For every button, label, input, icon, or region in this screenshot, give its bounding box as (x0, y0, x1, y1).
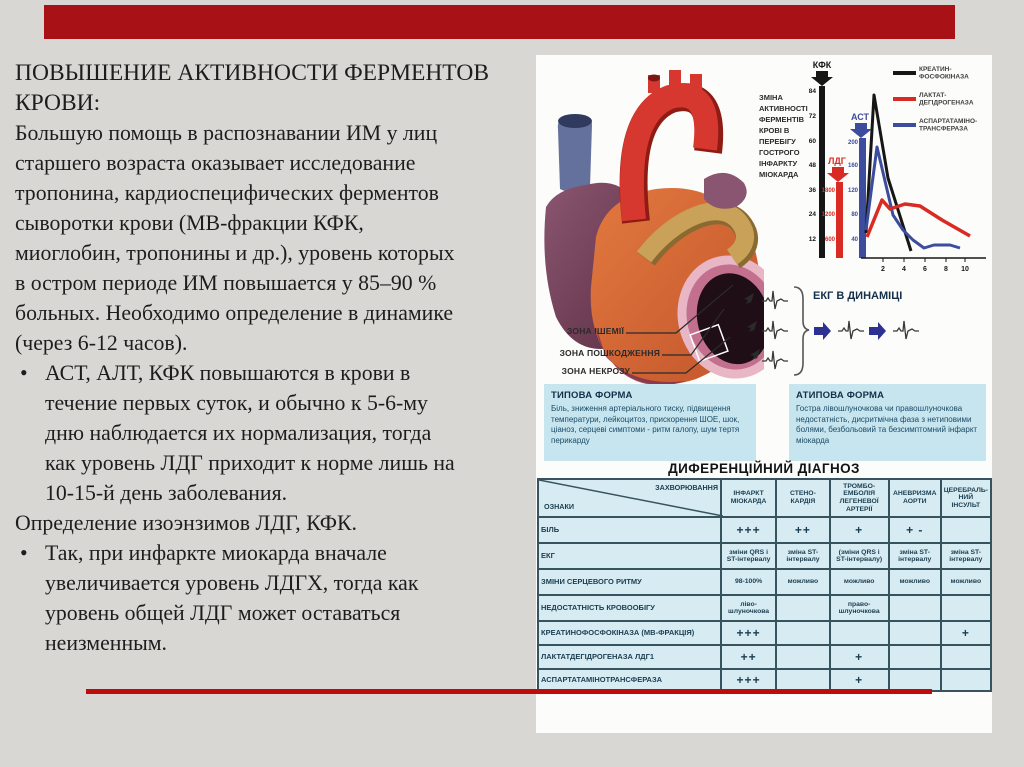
paragraph-line: старшего возраста оказывает исследование (15, 151, 416, 175)
ecg-trace (762, 291, 788, 309)
table-row (538, 569, 991, 595)
bullet-item (15, 358, 545, 508)
zone-injury-label: ЗОНА ПОШКОДЖЕННЯ (559, 348, 660, 358)
left-text-column (15, 58, 545, 658)
cell: ліво-шлуночкова (721, 595, 777, 621)
ast-tick: 160 (847, 163, 858, 169)
paragraph-line: Большую помощь в распознавании ИМ у лиц (15, 121, 438, 145)
ldh-curve (867, 200, 970, 237)
cell: можливо (889, 569, 941, 595)
ldh-axis-label: ЛДГ (828, 156, 846, 166)
ast-axis-label: АСТ (850, 112, 870, 122)
cell (776, 621, 829, 645)
atypical-form-body: Гостра лівошлуночкова чи правошлуночкова недостатність, дисритмічна фаза з нетиповими болями, безбольовий та безсимптомний інфаркт міокарда (796, 404, 978, 445)
table-row (538, 543, 991, 569)
legend-label: ТРАНСФЕРАЗА (919, 125, 968, 133)
row-label: АСПАРТАТАМІНОТРАНСФЕРАЗА (538, 669, 721, 691)
ldh-tick: 1200 (821, 212, 835, 218)
typical-form-body: Біль, зниження артеріального тиску, підвищення температури, лейкоцитоз, прискорення ШОЕ, шок, ціаноз, серцеві симптоми - ритм галопу, шум тертя перикарду (551, 404, 740, 445)
chart-legend (893, 66, 977, 133)
kfk-axis-label: КФК (812, 60, 832, 70)
cell: право-шлуночкова (830, 595, 889, 621)
ecg-title: ЕКГ В ДИНАМІЦІ (813, 290, 903, 302)
ast-tick: 200 (847, 140, 858, 146)
ast-down-arrow (850, 123, 872, 138)
row-label: ЛАКТАТДЕГІДРОГЕНАЗА ЛДГ1 (538, 645, 721, 669)
cell: (зміни QRS і ST-інтервалу) (830, 543, 889, 569)
zone-necrosis-label: ЗОНА НЕКРОЗУ (561, 366, 630, 376)
chart-title-line: ПЕРЕБІГУ (759, 137, 796, 146)
bullet-line: увеличивается уровень ЛДГХ, тогда как (45, 571, 419, 595)
x-tick: 2 (881, 266, 885, 273)
cell (776, 595, 829, 621)
bullet-line: дню наблюдается их нормализация, тогда (45, 421, 432, 445)
bullet-marker: • (20, 361, 28, 385)
cell: + (830, 517, 889, 543)
cell: зміна ST-інтервалу (941, 543, 991, 569)
arrow-right (814, 322, 831, 340)
kfk-tick: 24 (808, 211, 816, 218)
kfk-tick: 60 (808, 138, 816, 145)
row-label: НЕДОСТАТНІСТЬ КРОВООБІГУ (538, 595, 721, 621)
kfk-tick: 36 (808, 187, 816, 194)
chart-title-line: ФЕРМЕНТІВ (759, 115, 805, 124)
paragraph-line: (через 6-12 часов). (15, 331, 188, 355)
slide-title-line: ПОВЫШЕНИЕ АКТИВНОСТИ ФЕРМЕНТОВ (15, 60, 489, 86)
bottom-red-line (86, 689, 932, 694)
cell: зміна ST-інтервалу (889, 543, 941, 569)
row-label: ЕКГ (538, 543, 721, 569)
x-tick: 6 (923, 266, 927, 273)
ast-tick: 80 (851, 212, 858, 218)
paragraph-line: Определение изоэнзимов ЛДГ, КФК. (15, 511, 357, 535)
legend-label: АСПАРТАТАМІНО- (919, 118, 978, 125)
ast-tick: 40 (851, 237, 858, 243)
bullet-line: АСТ, АЛТ, КФК повышаются в крови в (45, 361, 411, 385)
bullet-marker: • (20, 541, 28, 565)
column-header: ІНФАРКТ МІОКАРДА (721, 479, 777, 517)
top-red-bar (44, 5, 955, 39)
chart-title-line: МІОКАРДА (759, 170, 799, 179)
enzyme-activity-chart (756, 58, 991, 285)
cell: зміни QRS і ST-інтервалу (721, 543, 777, 569)
ldh-down-arrow (827, 167, 849, 182)
chart-title-line: ГОСТРОГО (759, 148, 800, 157)
legend-label: ДЕГІДРОГЕНАЗА (919, 99, 974, 107)
table-row (538, 595, 991, 621)
curly-brace (794, 287, 809, 375)
kfk-down-arrow (811, 71, 833, 86)
table-row (538, 645, 991, 669)
ecg-trace (893, 321, 919, 339)
corner-signs-label: ОЗНАКИ (544, 502, 575, 511)
bullet-line: как уровень ЛДГ приходит к норме лишь на (45, 451, 455, 475)
cell (776, 669, 829, 691)
cell: зміна ST-інтервалу (776, 543, 829, 569)
paragraph-line: миоглобин, тропонины и др.), уровень которых (15, 241, 455, 265)
cell (889, 645, 941, 669)
typical-form-box (544, 384, 756, 461)
cell: +++ (721, 517, 777, 543)
row-label: ЗМІНИ СЕРЦЕВОГО РИТМУ (538, 569, 721, 595)
cell: ++ (721, 645, 777, 669)
row-label: БІЛЬ (538, 517, 721, 543)
ecg-trace (762, 351, 788, 369)
atypical-form-box (789, 384, 986, 461)
arrow-right (869, 322, 886, 340)
ast-curve (866, 147, 960, 248)
figure-panel (536, 55, 992, 733)
bullet-line: Так, при инфаркте миокарда вначале (45, 541, 387, 565)
x-tick: 4 (902, 266, 906, 273)
cell (889, 621, 941, 645)
cell: +++ (721, 621, 777, 645)
cell: 98-100% (721, 569, 777, 595)
table-row (538, 621, 991, 645)
cell (830, 621, 889, 645)
ecg-trace (838, 321, 864, 339)
ecg-trace (762, 321, 788, 339)
paragraph-line: больных. Необходимо определение в динамике (15, 301, 454, 325)
table-row (538, 517, 991, 543)
bullet-item (15, 538, 545, 658)
cell: можливо (830, 569, 889, 595)
legend-label: ФОСФОКІНАЗА (919, 73, 969, 81)
cell: можливо (776, 569, 829, 595)
cell: ++ (776, 517, 829, 543)
cell (889, 669, 941, 691)
kfk-tick: 84 (808, 88, 816, 95)
cell: + - (889, 517, 941, 543)
ldh-tick: 1800 (821, 188, 835, 194)
cell (941, 645, 991, 669)
column-header: ТРОМБО-ЕМБОЛІЯ ЛЕГЕНЕВОЇ АРТЕРІЇ (830, 479, 889, 517)
column-header: СТЕНО-КАРДІЯ (776, 479, 829, 517)
x-tick: 8 (944, 266, 948, 273)
chart-title-line: ІНФАРКТУ (759, 159, 798, 168)
cell: можливо (941, 569, 991, 595)
cell: + (830, 669, 889, 691)
chart-title-line: АКТИВНОСТІ (759, 104, 808, 113)
kfk-tick: 12 (808, 236, 816, 243)
cell (776, 645, 829, 669)
legend-label: ЛАКТАТ- (919, 92, 947, 99)
bullet-line: течение первых суток, и обычно к 5-6-му (45, 391, 428, 415)
chart-title-line: ЗМІНА (759, 93, 783, 102)
ldh-tick: 600 (824, 237, 835, 243)
table-row (538, 669, 991, 691)
cell: + (830, 645, 889, 669)
heart-illustration (536, 57, 764, 387)
row-label: КРЕАТИНОФОСФОКІНАЗА (МВ-ФРАКЦІЯ) (538, 621, 721, 645)
kfk-tick: 72 (808, 113, 816, 120)
kfk-tick: 48 (808, 162, 816, 169)
bullet-line: неизменным. (45, 631, 167, 655)
legend-label: КРЕАТИН- (919, 66, 952, 73)
corner-diseases-label: ЗАХВОРЮВАННЯ (655, 483, 718, 492)
column-header: ЦЕРЕБРАЛЬ-НИЙ ІНСУЛЬТ (941, 479, 991, 517)
column-header: АНЕВРИЗМА АОРТИ (889, 479, 941, 517)
cell (889, 595, 941, 621)
atypical-form-title: АТИПОВА ФОРМА (796, 390, 885, 401)
zone-ischemia-label: ЗОНА ІШЕМІЇ (566, 326, 624, 336)
cell (941, 669, 991, 691)
ast-tick: 120 (847, 188, 858, 194)
x-tick: 10 (961, 266, 969, 273)
paragraph-line: сыворотки крови (МВ-фракции КФК, (15, 211, 364, 235)
bullet-line: 10-15-й день заболевания. (45, 481, 288, 505)
ecg-dynamics-panel (756, 283, 988, 383)
cell (941, 595, 991, 621)
chart-title-line: КРОВІ В (759, 126, 790, 135)
paragraph-line: тропонина, кардиоспецифических ферментов (15, 181, 439, 205)
bullet-line: уровень общей ЛДГ может оставаться (45, 601, 401, 625)
table-title: ДИФЕРЕНЦІЙНИЙ ДІАГНОЗ (668, 461, 860, 476)
paragraph-line: в остром периоде ИМ повышается у 85–90 % (15, 271, 437, 295)
cell: +++ (721, 669, 777, 691)
cell (941, 517, 991, 543)
typical-form-title: ТИПОВА ФОРМА (551, 390, 633, 401)
slide-title-line: КРОВИ: (15, 90, 101, 116)
cell: + (941, 621, 991, 645)
